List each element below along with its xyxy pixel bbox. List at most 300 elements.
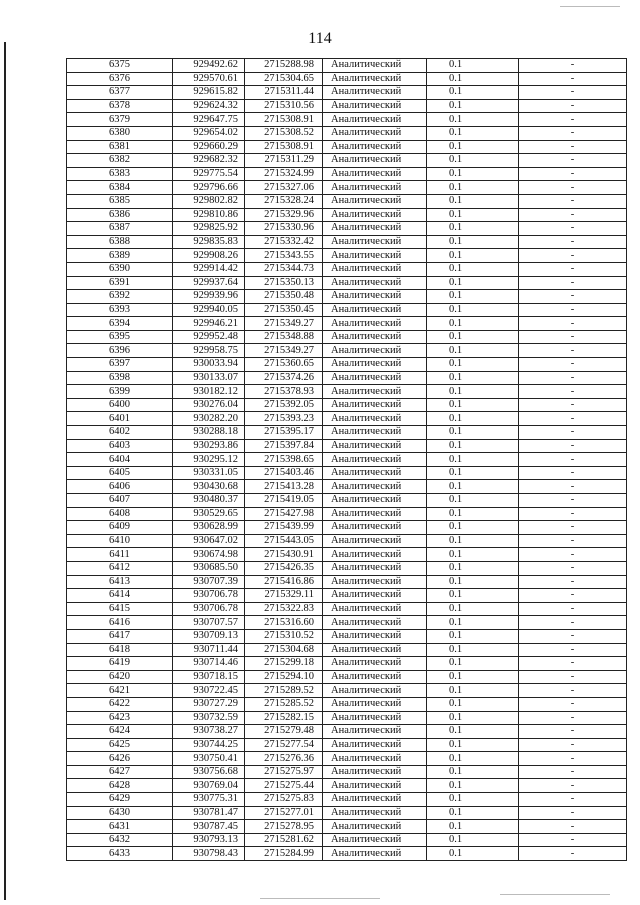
- note-cell: -: [519, 480, 627, 494]
- table-row: [67, 589, 627, 603]
- accuracy-cell: 0.1: [427, 222, 519, 236]
- note-cell: -: [519, 181, 627, 195]
- point-number-cell: 6432: [67, 833, 173, 847]
- accuracy-cell: 0.1: [427, 262, 519, 276]
- table-row: [67, 167, 627, 181]
- point-number-cell: 6426: [67, 752, 173, 766]
- table-row: [67, 833, 627, 847]
- point-number-cell: 6417: [67, 629, 173, 643]
- method-cell: Аналитический: [323, 222, 427, 236]
- point-number-cell: 6429: [67, 793, 173, 807]
- x-coordinate-cell: 929908.26: [173, 249, 245, 263]
- point-number-cell: 6398: [67, 371, 173, 385]
- point-number-cell: 6404: [67, 453, 173, 467]
- table-row: [67, 494, 627, 508]
- accuracy-cell: 0.1: [427, 480, 519, 494]
- point-number-cell: 6394: [67, 317, 173, 331]
- scan-artifact: [260, 898, 380, 899]
- note-cell: -: [519, 453, 627, 467]
- x-coordinate-cell: 929615.82: [173, 86, 245, 100]
- table-row: [67, 847, 627, 861]
- table-row: [67, 629, 627, 643]
- table-row: [67, 181, 627, 195]
- y-coordinate-cell: 2715350.48: [245, 290, 323, 304]
- point-number-cell: 6403: [67, 439, 173, 453]
- table-row: [67, 806, 627, 820]
- x-coordinate-cell: 930727.29: [173, 697, 245, 711]
- method-cell: Аналитический: [323, 643, 427, 657]
- x-coordinate-cell: 929914.42: [173, 262, 245, 276]
- point-number-cell: 6378: [67, 99, 173, 113]
- x-coordinate-cell: 929937.64: [173, 276, 245, 290]
- y-coordinate-cell: 2715304.68: [245, 643, 323, 657]
- y-coordinate-cell: 2715316.60: [245, 616, 323, 630]
- point-number-cell: 6425: [67, 738, 173, 752]
- accuracy-cell: 0.1: [427, 385, 519, 399]
- x-coordinate-cell: 929939.96: [173, 290, 245, 304]
- coordinates-table-body: [67, 59, 627, 861]
- method-cell: Аналитический: [323, 453, 427, 467]
- point-number-cell: 6423: [67, 711, 173, 725]
- y-coordinate-cell: 2715397.84: [245, 439, 323, 453]
- method-cell: Аналитический: [323, 711, 427, 725]
- method-cell: Аналитический: [323, 262, 427, 276]
- accuracy-cell: 0.1: [427, 126, 519, 140]
- accuracy-cell: 0.1: [427, 602, 519, 616]
- method-cell: Аналитический: [323, 72, 427, 86]
- point-number-cell: 6393: [67, 303, 173, 317]
- method-cell: Аналитический: [323, 466, 427, 480]
- note-cell: -: [519, 330, 627, 344]
- y-coordinate-cell: 2715308.52: [245, 126, 323, 140]
- y-coordinate-cell: 2715288.98: [245, 59, 323, 73]
- table-row: [67, 507, 627, 521]
- note-cell: -: [519, 738, 627, 752]
- accuracy-cell: 0.1: [427, 738, 519, 752]
- accuracy-cell: 0.1: [427, 548, 519, 562]
- method-cell: Аналитический: [323, 194, 427, 208]
- y-coordinate-cell: 2715328.24: [245, 194, 323, 208]
- table-row: [67, 697, 627, 711]
- y-coordinate-cell: 2715299.18: [245, 657, 323, 671]
- note-cell: -: [519, 466, 627, 480]
- point-number-cell: 6380: [67, 126, 173, 140]
- method-cell: Аналитический: [323, 330, 427, 344]
- accuracy-cell: 0.1: [427, 59, 519, 73]
- y-coordinate-cell: 2715311.29: [245, 154, 323, 168]
- y-coordinate-cell: 2715327.06: [245, 181, 323, 195]
- y-coordinate-cell: 2715427.98: [245, 507, 323, 521]
- accuracy-cell: 0.1: [427, 575, 519, 589]
- x-coordinate-cell: 930722.45: [173, 684, 245, 698]
- y-coordinate-cell: 2715439.99: [245, 521, 323, 535]
- table-row: [67, 643, 627, 657]
- point-number-cell: 6400: [67, 398, 173, 412]
- note-cell: -: [519, 86, 627, 100]
- x-coordinate-cell: 930529.65: [173, 507, 245, 521]
- accuracy-cell: 0.1: [427, 167, 519, 181]
- note-cell: -: [519, 847, 627, 861]
- x-coordinate-cell: 929810.86: [173, 208, 245, 222]
- y-coordinate-cell: 2715430.91: [245, 548, 323, 562]
- note-cell: -: [519, 249, 627, 263]
- x-coordinate-cell: 930775.31: [173, 793, 245, 807]
- table-row: [67, 262, 627, 276]
- table-row: [67, 249, 627, 263]
- note-cell: -: [519, 262, 627, 276]
- table-row: [67, 521, 627, 535]
- x-coordinate-cell: 930706.78: [173, 589, 245, 603]
- table-row: [67, 330, 627, 344]
- note-cell: -: [519, 534, 627, 548]
- accuracy-cell: 0.1: [427, 371, 519, 385]
- accuracy-cell: 0.1: [427, 99, 519, 113]
- y-coordinate-cell: 2715276.36: [245, 752, 323, 766]
- table-row: [67, 317, 627, 331]
- method-cell: Аналитический: [323, 765, 427, 779]
- y-coordinate-cell: 2715398.65: [245, 453, 323, 467]
- note-cell: -: [519, 317, 627, 331]
- method-cell: Аналитический: [323, 59, 427, 73]
- y-coordinate-cell: 2715332.42: [245, 235, 323, 249]
- table-row: [67, 194, 627, 208]
- accuracy-cell: 0.1: [427, 86, 519, 100]
- y-coordinate-cell: 2715350.45: [245, 303, 323, 317]
- accuracy-cell: 0.1: [427, 711, 519, 725]
- method-cell: Аналитический: [323, 575, 427, 589]
- x-coordinate-cell: 930787.45: [173, 820, 245, 834]
- table-row: [67, 575, 627, 589]
- point-number-cell: 6401: [67, 412, 173, 426]
- x-coordinate-cell: 930628.99: [173, 521, 245, 535]
- accuracy-cell: 0.1: [427, 140, 519, 154]
- accuracy-cell: 0.1: [427, 833, 519, 847]
- y-coordinate-cell: 2715395.17: [245, 426, 323, 440]
- point-number-cell: 6420: [67, 670, 173, 684]
- point-number-cell: 6416: [67, 616, 173, 630]
- method-cell: Аналитический: [323, 426, 427, 440]
- accuracy-cell: 0.1: [427, 439, 519, 453]
- note-cell: -: [519, 222, 627, 236]
- note-cell: -: [519, 113, 627, 127]
- point-number-cell: 6433: [67, 847, 173, 861]
- table-row: [67, 684, 627, 698]
- x-coordinate-cell: 930769.04: [173, 779, 245, 793]
- x-coordinate-cell: 930430.68: [173, 480, 245, 494]
- accuracy-cell: 0.1: [427, 793, 519, 807]
- point-number-cell: 6421: [67, 684, 173, 698]
- method-cell: Аналитический: [323, 290, 427, 304]
- accuracy-cell: 0.1: [427, 697, 519, 711]
- table-row: [67, 385, 627, 399]
- y-coordinate-cell: 2715426.35: [245, 561, 323, 575]
- y-coordinate-cell: 2715285.52: [245, 697, 323, 711]
- method-cell: Аналитический: [323, 561, 427, 575]
- note-cell: -: [519, 358, 627, 372]
- point-number-cell: 6428: [67, 779, 173, 793]
- accuracy-cell: 0.1: [427, 684, 519, 698]
- note-cell: -: [519, 521, 627, 535]
- point-number-cell: 6388: [67, 235, 173, 249]
- point-number-cell: 6385: [67, 194, 173, 208]
- table-row: [67, 602, 627, 616]
- x-coordinate-cell: 929647.75: [173, 113, 245, 127]
- note-cell: -: [519, 371, 627, 385]
- method-cell: Аналитический: [323, 276, 427, 290]
- accuracy-cell: 0.1: [427, 317, 519, 331]
- note-cell: -: [519, 793, 627, 807]
- x-coordinate-cell: 930793.13: [173, 833, 245, 847]
- table-row: [67, 820, 627, 834]
- x-coordinate-cell: 929660.29: [173, 140, 245, 154]
- point-number-cell: 6427: [67, 765, 173, 779]
- accuracy-cell: 0.1: [427, 534, 519, 548]
- table-row: [67, 358, 627, 372]
- method-cell: Аналитический: [323, 344, 427, 358]
- note-cell: -: [519, 303, 627, 317]
- accuracy-cell: 0.1: [427, 629, 519, 643]
- x-coordinate-cell: 929796.66: [173, 181, 245, 195]
- accuracy-cell: 0.1: [427, 507, 519, 521]
- table-row: [67, 59, 627, 73]
- y-coordinate-cell: 2715278.95: [245, 820, 323, 834]
- note-cell: -: [519, 657, 627, 671]
- x-coordinate-cell: 930781.47: [173, 806, 245, 820]
- method-cell: Аналитический: [323, 494, 427, 508]
- method-cell: Аналитический: [323, 738, 427, 752]
- point-number-cell: 6383: [67, 167, 173, 181]
- y-coordinate-cell: 2715308.91: [245, 113, 323, 127]
- y-coordinate-cell: 2715324.99: [245, 167, 323, 181]
- table-row: [67, 711, 627, 725]
- accuracy-cell: 0.1: [427, 208, 519, 222]
- point-number-cell: 6379: [67, 113, 173, 127]
- note-cell: -: [519, 602, 627, 616]
- table-row: [67, 290, 627, 304]
- y-coordinate-cell: 2715443.05: [245, 534, 323, 548]
- note-cell: -: [519, 439, 627, 453]
- accuracy-cell: 0.1: [427, 820, 519, 834]
- scan-artifact: [500, 894, 610, 895]
- y-coordinate-cell: 2715403.46: [245, 466, 323, 480]
- note-cell: -: [519, 711, 627, 725]
- table-row: [67, 140, 627, 154]
- method-cell: Аналитический: [323, 657, 427, 671]
- point-number-cell: 6386: [67, 208, 173, 222]
- method-cell: Аналитический: [323, 181, 427, 195]
- method-cell: Аналитический: [323, 589, 427, 603]
- y-coordinate-cell: 2715329.11: [245, 589, 323, 603]
- x-coordinate-cell: 930718.15: [173, 670, 245, 684]
- accuracy-cell: 0.1: [427, 412, 519, 426]
- method-cell: Аналитический: [323, 358, 427, 372]
- method-cell: Аналитический: [323, 752, 427, 766]
- table-row: [67, 439, 627, 453]
- point-number-cell: 6414: [67, 589, 173, 603]
- x-coordinate-cell: 930707.39: [173, 575, 245, 589]
- table-row: [67, 126, 627, 140]
- accuracy-cell: 0.1: [427, 330, 519, 344]
- scan-artifact: [560, 6, 620, 7]
- point-number-cell: 6405: [67, 466, 173, 480]
- point-number-cell: 6430: [67, 806, 173, 820]
- method-cell: Аналитический: [323, 371, 427, 385]
- note-cell: -: [519, 72, 627, 86]
- table-row: [67, 548, 627, 562]
- note-cell: -: [519, 548, 627, 562]
- note-cell: -: [519, 412, 627, 426]
- x-coordinate-cell: 930276.04: [173, 398, 245, 412]
- scan-edge-line: [4, 42, 6, 900]
- x-coordinate-cell: 929958.75: [173, 344, 245, 358]
- point-number-cell: 6419: [67, 657, 173, 671]
- y-coordinate-cell: 2715289.52: [245, 684, 323, 698]
- table-row: [67, 752, 627, 766]
- note-cell: -: [519, 167, 627, 181]
- point-number-cell: 6390: [67, 262, 173, 276]
- y-coordinate-cell: 2715413.28: [245, 480, 323, 494]
- accuracy-cell: 0.1: [427, 72, 519, 86]
- accuracy-cell: 0.1: [427, 466, 519, 480]
- x-coordinate-cell: 930707.57: [173, 616, 245, 630]
- point-number-cell: 6422: [67, 697, 173, 711]
- y-coordinate-cell: 2715344.73: [245, 262, 323, 276]
- y-coordinate-cell: 2715294.10: [245, 670, 323, 684]
- x-coordinate-cell: 930711.44: [173, 643, 245, 657]
- method-cell: Аналитический: [323, 86, 427, 100]
- x-coordinate-cell: 929682.32: [173, 154, 245, 168]
- x-coordinate-cell: 929570.61: [173, 72, 245, 86]
- note-cell: -: [519, 575, 627, 589]
- y-coordinate-cell: 2715277.54: [245, 738, 323, 752]
- x-coordinate-cell: 930706.78: [173, 602, 245, 616]
- note-cell: -: [519, 670, 627, 684]
- note-cell: -: [519, 820, 627, 834]
- method-cell: Аналитический: [323, 820, 427, 834]
- x-coordinate-cell: 929624.32: [173, 99, 245, 113]
- table-row: [67, 113, 627, 127]
- y-coordinate-cell: 2715348.88: [245, 330, 323, 344]
- table-row: [67, 616, 627, 630]
- method-cell: Аналитический: [323, 249, 427, 263]
- accuracy-cell: 0.1: [427, 521, 519, 535]
- table-row: [67, 738, 627, 752]
- y-coordinate-cell: 2715279.48: [245, 725, 323, 739]
- table-row: [67, 154, 627, 168]
- point-number-cell: 6387: [67, 222, 173, 236]
- y-coordinate-cell: 2715275.97: [245, 765, 323, 779]
- table-row: [67, 99, 627, 113]
- y-coordinate-cell: 2715322.83: [245, 602, 323, 616]
- x-coordinate-cell: 929775.54: [173, 167, 245, 181]
- page-number: 114: [308, 30, 332, 47]
- accuracy-cell: 0.1: [427, 181, 519, 195]
- point-number-cell: 6382: [67, 154, 173, 168]
- y-coordinate-cell: 2715349.27: [245, 344, 323, 358]
- y-coordinate-cell: 2715349.27: [245, 317, 323, 331]
- note-cell: -: [519, 99, 627, 113]
- accuracy-cell: 0.1: [427, 847, 519, 861]
- note-cell: -: [519, 385, 627, 399]
- x-coordinate-cell: 930744.25: [173, 738, 245, 752]
- accuracy-cell: 0.1: [427, 765, 519, 779]
- table-row: [67, 453, 627, 467]
- point-number-cell: 6376: [67, 72, 173, 86]
- x-coordinate-cell: 930133.07: [173, 371, 245, 385]
- point-number-cell: 6410: [67, 534, 173, 548]
- note-cell: -: [519, 589, 627, 603]
- table-row: [67, 779, 627, 793]
- method-cell: Аналитический: [323, 140, 427, 154]
- method-cell: Аналитический: [323, 806, 427, 820]
- note-cell: -: [519, 126, 627, 140]
- table-row: [67, 222, 627, 236]
- note-cell: -: [519, 561, 627, 575]
- accuracy-cell: 0.1: [427, 235, 519, 249]
- method-cell: Аналитический: [323, 398, 427, 412]
- y-coordinate-cell: 2715308.91: [245, 140, 323, 154]
- x-coordinate-cell: 930756.68: [173, 765, 245, 779]
- y-coordinate-cell: 2715310.56: [245, 99, 323, 113]
- accuracy-cell: 0.1: [427, 249, 519, 263]
- note-cell: -: [519, 507, 627, 521]
- method-cell: Аналитический: [323, 167, 427, 181]
- y-coordinate-cell: 2715329.96: [245, 208, 323, 222]
- note-cell: -: [519, 806, 627, 820]
- note-cell: -: [519, 494, 627, 508]
- point-number-cell: 6375: [67, 59, 173, 73]
- note-cell: -: [519, 235, 627, 249]
- method-cell: Аналитический: [323, 725, 427, 739]
- method-cell: Аналитический: [323, 697, 427, 711]
- x-coordinate-cell: 929835.83: [173, 235, 245, 249]
- note-cell: -: [519, 697, 627, 711]
- method-cell: Аналитический: [323, 779, 427, 793]
- point-number-cell: 6406: [67, 480, 173, 494]
- x-coordinate-cell: 930480.37: [173, 494, 245, 508]
- method-cell: Аналитический: [323, 602, 427, 616]
- note-cell: -: [519, 290, 627, 304]
- method-cell: Аналитический: [323, 521, 427, 535]
- method-cell: Аналитический: [323, 303, 427, 317]
- y-coordinate-cell: 2715275.44: [245, 779, 323, 793]
- accuracy-cell: 0.1: [427, 276, 519, 290]
- method-cell: Аналитический: [323, 208, 427, 222]
- accuracy-cell: 0.1: [427, 113, 519, 127]
- method-cell: Аналитический: [323, 629, 427, 643]
- note-cell: -: [519, 765, 627, 779]
- method-cell: Аналитический: [323, 480, 427, 494]
- x-coordinate-cell: 929654.02: [173, 126, 245, 140]
- table-row: [67, 466, 627, 480]
- accuracy-cell: 0.1: [427, 752, 519, 766]
- x-coordinate-cell: 930798.43: [173, 847, 245, 861]
- note-cell: -: [519, 398, 627, 412]
- accuracy-cell: 0.1: [427, 561, 519, 575]
- method-cell: Аналитический: [323, 317, 427, 331]
- accuracy-cell: 0.1: [427, 194, 519, 208]
- point-number-cell: 6411: [67, 548, 173, 562]
- y-coordinate-cell: 2715310.52: [245, 629, 323, 643]
- note-cell: -: [519, 276, 627, 290]
- y-coordinate-cell: 2715281.62: [245, 833, 323, 847]
- x-coordinate-cell: 929952.48: [173, 330, 245, 344]
- method-cell: Аналитический: [323, 548, 427, 562]
- x-coordinate-cell: 930331.05: [173, 466, 245, 480]
- y-coordinate-cell: 2715419.05: [245, 494, 323, 508]
- accuracy-cell: 0.1: [427, 290, 519, 304]
- accuracy-cell: 0.1: [427, 643, 519, 657]
